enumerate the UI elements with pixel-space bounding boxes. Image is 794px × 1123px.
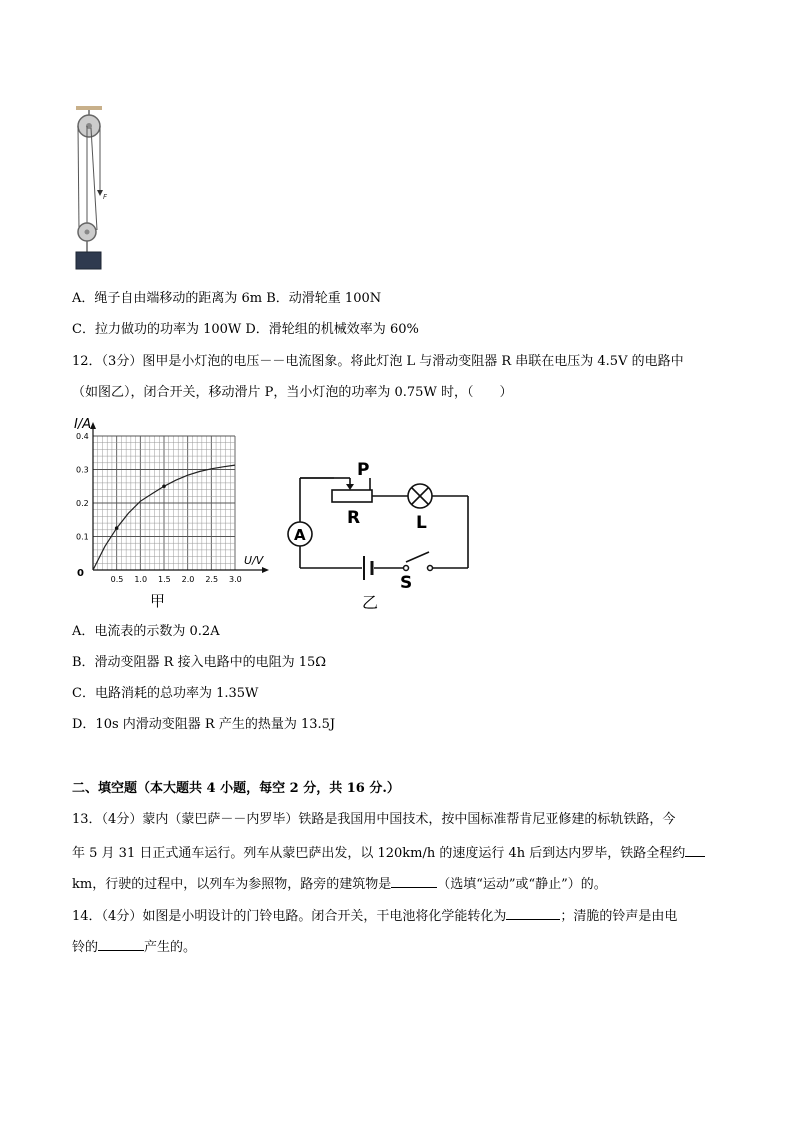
q14-line2-text-b: 产生的。 xyxy=(144,940,197,955)
q12-option-b: B．滑动变阻器 R 接入电路中的电阻为 15Ω xyxy=(72,655,327,670)
circuit-caption: 乙 xyxy=(362,593,379,612)
x-tick-label: 2.5 xyxy=(205,575,219,584)
switch-s-label: S xyxy=(400,573,413,593)
rheostat-r-label: R xyxy=(347,508,361,528)
y-tick-label: 0.3 xyxy=(76,465,89,475)
chart-origin-label: 0 xyxy=(77,568,84,579)
slider-p-label: P xyxy=(357,460,370,480)
q11-options-cd: C．拉力做功的功率为 100W D．滑轮组的机械效率为 60% xyxy=(72,322,419,337)
q13-line2 xyxy=(72,843,705,862)
q13-line3-text-b: （选填“运动”或“静止”）的。 xyxy=(437,877,607,892)
section2-heading: 二、填空题（本大题共 4 小题，每空 2 分，共 16 分.） xyxy=(72,781,400,796)
q14-blank-source[interactable] xyxy=(98,937,144,951)
q11-options-ab: A．绳子自由端移动的距离为 6m B．动滑轮重 100N xyxy=(72,291,382,306)
q13-line3-text-a: km，行驶的过程中，以列车为参照物，路旁的建筑物是 xyxy=(72,877,392,892)
ceiling-mount xyxy=(76,106,102,110)
x-tick-label: 3.0 xyxy=(229,575,242,584)
q13-line2-text: 年 5 月 31 日正式通车运行。列车从蒙巴萨出发，以 120km/h 的速度运行 4h 后到达内罗毕，铁路全程约 xyxy=(72,846,686,861)
force-label: F xyxy=(103,193,108,201)
q12-stem-line1: 12．（3分）图甲是小灯泡的电压－－电流图象。将此灯泡 L 与滑动变阻器 R 串联在电压为 4.5V 的电路中 xyxy=(72,354,684,369)
q12-option-a: A．电流表的示数为 0.2A xyxy=(72,624,220,639)
chart-ticks xyxy=(76,432,242,584)
ammeter-label: A xyxy=(294,526,306,544)
q14-line1-text-b: ；清脆的铃声是由电 xyxy=(560,909,678,924)
y-tick-label: 0.2 xyxy=(76,499,89,508)
q13-blank-distance[interactable] xyxy=(685,843,705,857)
iu-chart xyxy=(64,412,284,612)
q13-line1: 13．（4分）蒙内（蒙巴萨－－内罗毕）铁路是我国用中国技术，按中国标准帮肯尼亚修建的标轨铁路，今 xyxy=(72,812,676,827)
switch-icon xyxy=(404,566,409,571)
q14-line1 xyxy=(72,906,677,925)
q13-line3 xyxy=(72,874,607,893)
slider-arrow-icon xyxy=(346,484,354,490)
x-tick-label: 1.0 xyxy=(134,575,148,584)
x-tick-label: 0.5 xyxy=(110,575,124,584)
chart-data-point xyxy=(115,526,119,530)
q14-blank-energy[interactable] xyxy=(506,906,560,920)
x-axis-arrow-icon xyxy=(262,567,269,573)
rope-left xyxy=(78,126,79,230)
chart-caption: 甲 xyxy=(150,592,166,610)
chart-ylabel: I/A xyxy=(74,417,92,432)
q13-blank-motion[interactable] xyxy=(391,874,437,888)
q14-line2-text-a: 铃的 xyxy=(72,940,99,955)
x-tick-label: 2.0 xyxy=(181,575,195,584)
lamp-l-label: L xyxy=(416,513,427,533)
pulley-figure xyxy=(68,104,118,274)
chart-xlabel: U/V xyxy=(244,554,264,567)
q12-option-d: D．10s 内滑动变阻器 R 产生的热量为 13.5J xyxy=(72,717,336,732)
y-tick-label: 0.1 xyxy=(76,532,89,542)
chart-data-point xyxy=(162,484,166,488)
q12-stem-line2: （如图乙），闭合开关，移动滑片 P，当小灯泡的功率为 0.75W 时，（ ） xyxy=(72,385,513,400)
q12-option-c: C．电路消耗的总功率为 1.35W xyxy=(72,686,259,701)
q14-line2 xyxy=(72,937,196,956)
circuit-diagram xyxy=(284,456,484,616)
chart-grid xyxy=(93,436,235,570)
q14-line1-text-a: 14．（4分）如图是小明设计的门铃电路。闭合开关，干电池将化学能转化为 xyxy=(72,909,507,924)
weight-block xyxy=(76,252,101,269)
x-tick-label: 1.5 xyxy=(158,575,171,584)
y-tick-label: 0.4 xyxy=(76,432,89,441)
rheostat-r xyxy=(332,490,372,502)
